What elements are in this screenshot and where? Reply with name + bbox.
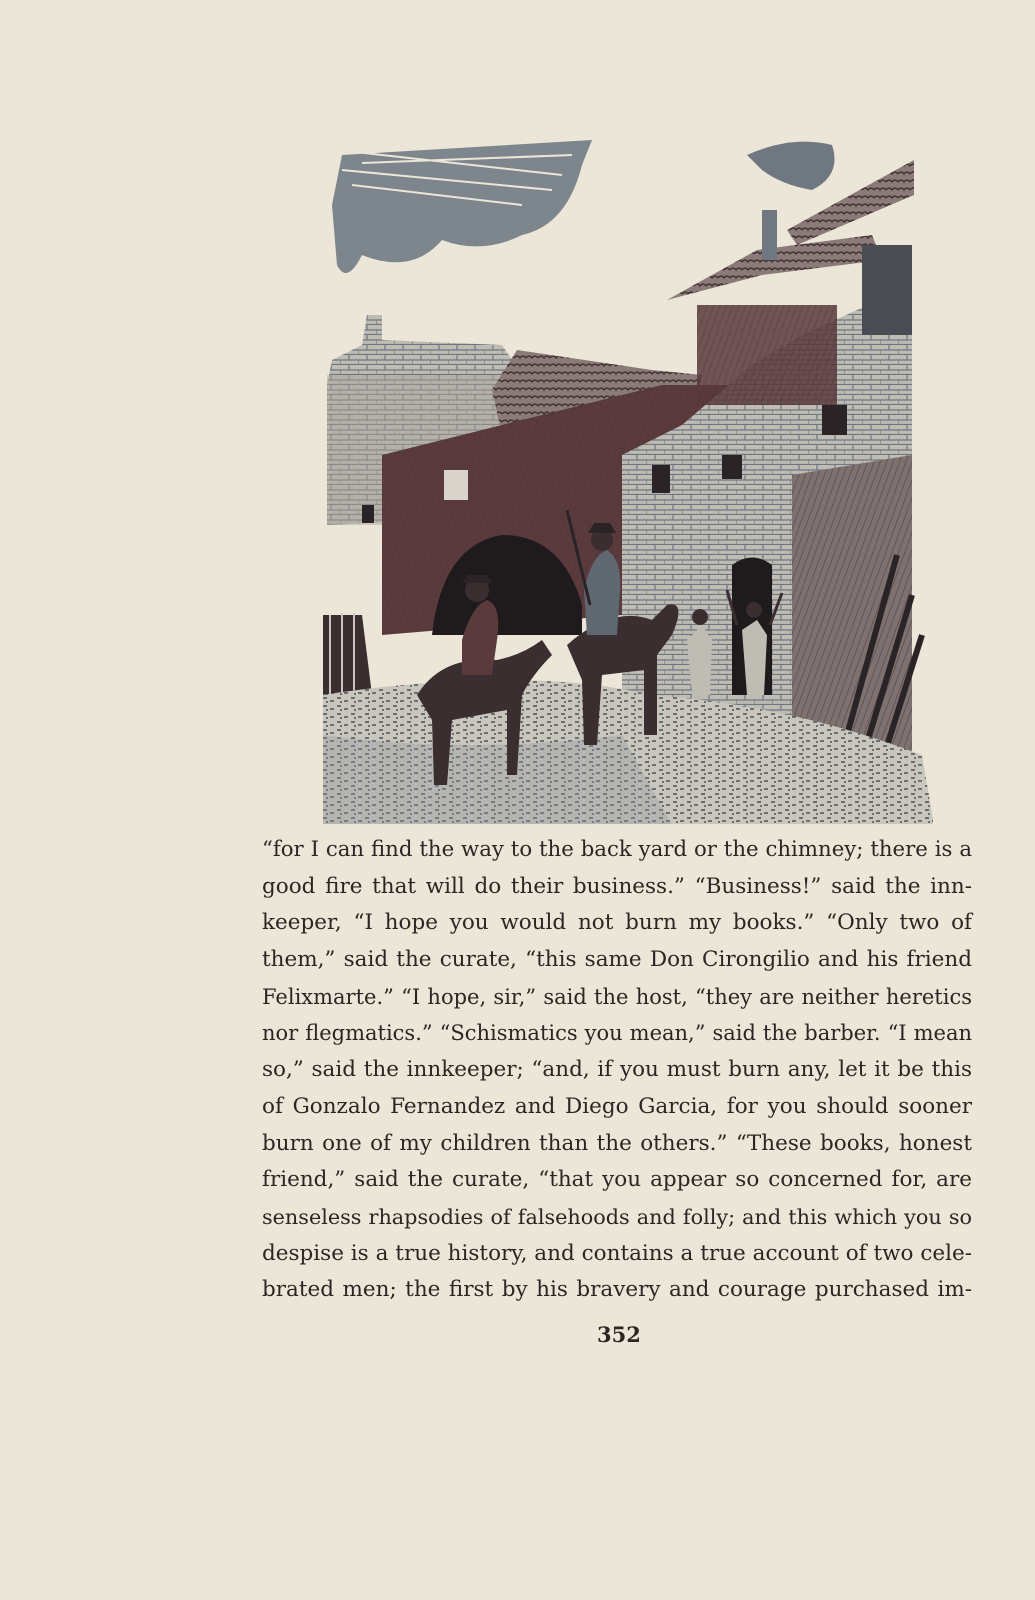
text-line: them,” said the curate, “this same Don Cirongilio and his friend xyxy=(262,947,972,973)
text-line: nor flegmatics.” “Schismatics you mean,” said the barber. “I mean xyxy=(262,1021,972,1046)
page-number: 352 xyxy=(597,1322,641,1347)
text-line: burn one of my children than the others.” “These books, honest xyxy=(262,1130,972,1156)
text-line: keeper, “I hope you would not burn my books.” “Only two of xyxy=(262,910,972,936)
body-text xyxy=(262,832,972,1309)
text-line: good fire that will do their business.” “Business!” said the inn- xyxy=(262,873,972,899)
text-line: “for I can find the way to the back yard or the chimney; there is a xyxy=(262,837,972,862)
text-line: senseless rhapsodies of falsehoods and folly; and this which you so xyxy=(262,1204,972,1229)
text-line: Felixmarte.” “I hope, sir,” said the host, “they are neither heretics xyxy=(262,984,972,1009)
text-line: so,” said the innkeeper; “and, if you must burn any, let it be this xyxy=(262,1057,972,1083)
text-line: friend,” said the curate, “that you appear so concerned for, are xyxy=(262,1167,972,1193)
text-line: brated men; the first by his bravery and courage purchased im- xyxy=(262,1277,972,1303)
text-line: despise is a true history, and contains a true account of two cele- xyxy=(262,1240,972,1266)
illustration-svg xyxy=(322,135,934,825)
text-line: of Gonzalo Fernandez and Diego Garcia, for you should sooner xyxy=(262,1093,972,1119)
woodcut-illustration xyxy=(322,135,934,825)
